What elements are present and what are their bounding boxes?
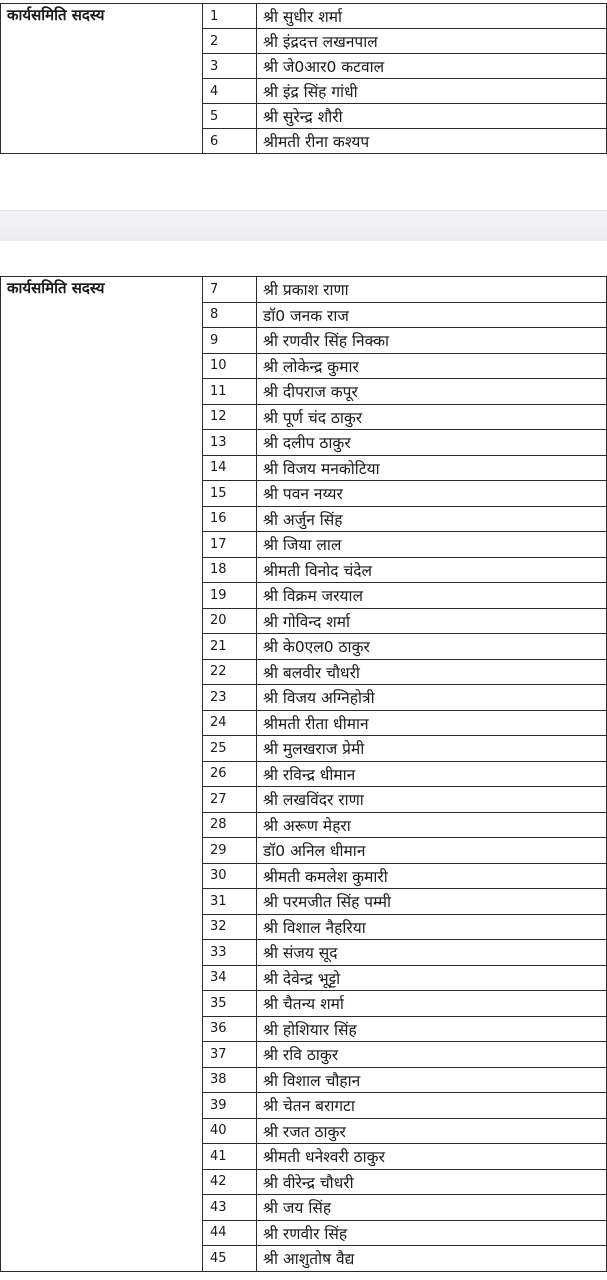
member-name: श्रीमती धनेश्वरी ठाकुर [257,1144,607,1170]
serial-number: 43 [203,1195,257,1221]
member-name: श्री इंद्र सिंह गांधी [257,79,607,104]
serial-number: 32 [203,914,257,940]
member-name: श्री प्रकाश राणा [257,277,607,303]
serial-number: 15 [203,481,257,507]
serial-number: 29 [203,838,257,864]
serial-number: 27 [203,787,257,813]
member-name: श्रीमती कमलेश कुमारी [257,863,607,889]
member-name: श्रीमती रीना कश्यप [257,129,607,154]
serial-number: 35 [203,991,257,1017]
members-table-1 [0,3,607,154]
member-name: श्री चेतन बरागटा [257,1093,607,1119]
serial-number: 23 [203,685,257,711]
member-name: श्री जय सिंह [257,1195,607,1221]
member-name: श्री रवि ठाकुर [257,1042,607,1068]
member-name: श्री विजय मनकोटिया [257,455,607,481]
member-name: श्रीमती रीता धीमान [257,710,607,736]
member-name: श्री सुरेन्द्र शौरी [257,104,607,129]
member-name: श्री विशाल चौहान [257,1067,607,1093]
serial-number: 3 [203,54,257,79]
serial-number: 14 [203,455,257,481]
member-name: श्री संजय सूद [257,940,607,966]
serial-number: 6 [203,129,257,154]
member-name: श्री विजय अग्निहोत्री [257,685,607,711]
member-name: श्री रणवीर सिंह [257,1220,607,1246]
member-name: श्री जे0आर0 कटवाल [257,54,607,79]
serial-number: 20 [203,608,257,634]
member-name: श्री अरूण मेहरा [257,812,607,838]
page-gap-band [0,211,607,241]
category-label: कार्यसमिति सदस्य [1,277,203,1272]
serial-number: 2 [203,29,257,54]
member-name: श्री विक्रम जरयाल [257,583,607,609]
members-table-2 [0,276,607,1272]
serial-number: 33 [203,940,257,966]
member-name: श्री आशुतोष वैद्य [257,1246,607,1272]
serial-number: 1 [203,4,257,29]
members-table-2-body [1,277,607,1272]
member-name: श्री रविन्द्र धीमान [257,761,607,787]
member-name: श्रीमती विनोद चंदेल [257,557,607,583]
member-name: श्री लोकेन्द्र कुमार [257,353,607,379]
serial-number: 22 [203,659,257,685]
member-name: श्री दीपराज कपूर [257,379,607,405]
serial-number: 21 [203,634,257,660]
member-name: श्री दलीप ठाकुर [257,430,607,456]
serial-number: 38 [203,1067,257,1093]
member-name: श्री विशाल नैहरिया [257,914,607,940]
serial-number: 11 [203,379,257,405]
member-name: श्री चैतन्य शर्मा [257,991,607,1017]
member-name: श्री सुधीर शर्मा [257,4,607,29]
serial-number: 39 [203,1093,257,1119]
serial-number: 36 [203,1016,257,1042]
serial-number: 28 [203,812,257,838]
member-name: श्री बलवीर चौधरी [257,659,607,685]
serial-number: 19 [203,583,257,609]
member-name: श्री जिया लाल [257,532,607,558]
member-name: श्री देवेन्द्र भूट्टो [257,965,607,991]
serial-number: 44 [203,1220,257,1246]
member-name: श्री पवन नय्यर [257,481,607,507]
member-name: श्री मुलखराज प्रेमी [257,736,607,762]
serial-number: 4 [203,79,257,104]
member-row [1,4,607,29]
serial-number: 41 [203,1144,257,1170]
serial-number: 34 [203,965,257,991]
serial-number: 5 [203,104,257,129]
member-name: श्री पूर्ण चंद ठाकुर [257,404,607,430]
member-name: डॉ0 अनिल धीमान [257,838,607,864]
serial-number: 13 [203,430,257,456]
serial-number: 30 [203,863,257,889]
member-name: श्री वीरेन्द्र चौधरी [257,1169,607,1195]
serial-number: 9 [203,328,257,354]
member-row [1,277,607,303]
serial-number: 10 [203,353,257,379]
serial-number: 42 [203,1169,257,1195]
member-name: श्री रजत ठाकुर [257,1118,607,1144]
member-name: श्री लखविंदर राणा [257,787,607,813]
serial-number: 31 [203,889,257,915]
serial-number: 18 [203,557,257,583]
serial-number: 17 [203,532,257,558]
serial-number: 16 [203,506,257,532]
member-name: श्री इंद्रदत्त लखनपाल [257,29,607,54]
serial-number: 45 [203,1246,257,1272]
serial-number: 24 [203,710,257,736]
serial-number: 26 [203,761,257,787]
member-name: श्री अर्जुन सिंह [257,506,607,532]
serial-number: 37 [203,1042,257,1068]
member-name: श्री गोविन्द शर्मा [257,608,607,634]
category-label: कार्यसमिति सदस्य [1,4,203,154]
member-name: श्री होशियार सिंह [257,1016,607,1042]
member-name: श्री के0एल0 ठाकुर [257,634,607,660]
member-name: श्री परमजीत सिंह पम्मी [257,889,607,915]
member-name: डॉ0 जनक राज [257,302,607,328]
serial-number: 40 [203,1118,257,1144]
serial-number: 8 [203,302,257,328]
members-table-1-body [1,4,607,154]
serial-number: 12 [203,404,257,430]
serial-number: 7 [203,277,257,303]
serial-number: 25 [203,736,257,762]
member-name: श्री रणवीर सिंह निक्का [257,328,607,354]
